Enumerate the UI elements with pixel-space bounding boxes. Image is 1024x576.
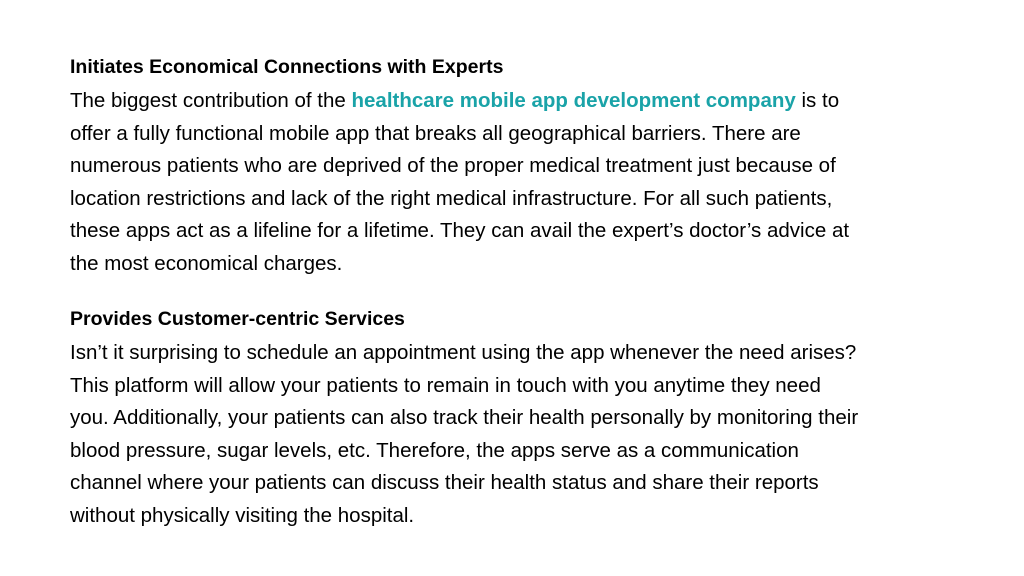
section-paragraph	[70, 85, 990, 280]
paragraph-text-start: The biggest contribution of the	[70, 89, 352, 112]
section-economical-connections	[70, 55, 990, 280]
section-paragraph: Isn’t it surprising to schedule an appointment using the app whenever the need arises? This platform will allow your patients to remain in touch with you anytime they need you. Additionally, your patients can also track their health personally by monitoring their blood pressure, sugar levels, etc. Therefore, the apps serve as a communication channel where your patients can discuss their health status and share their reports without physically visiting the hospital.	[70, 341, 859, 527]
section-heading: Initiates Economical Connections with Experts	[70, 56, 504, 78]
paragraph-text-rest: is to offer a fully functional mobile app that breaks all geographical barriers. There are numerous patients who are deprived of the proper medical treatment just because of location restrictions and lack of the right medical infrastructure. For all such patients, these apps act as a lifeline for a lifetime. They can avail the expert’s doctor’s advice at the most economical charges.	[70, 89, 850, 275]
healthcare-app-link[interactable]: healthcare mobile app development company	[351, 89, 796, 112]
section-customer-centric	[70, 307, 990, 532]
section-heading: Provides Customer-centric Services	[70, 308, 405, 330]
